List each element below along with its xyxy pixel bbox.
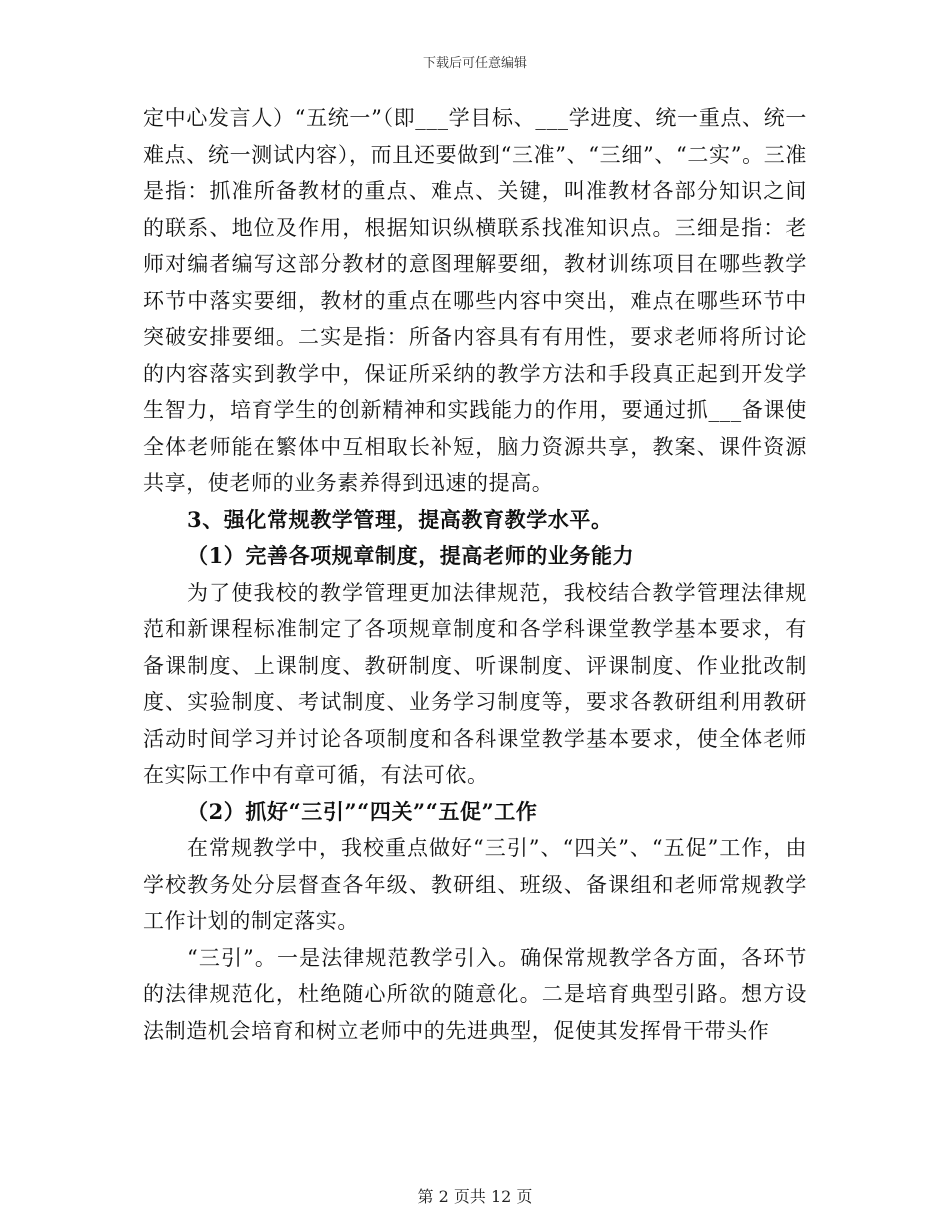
section-heading-3: 3、强化常规教学管理，提高教育教学水平。 (187, 506, 613, 532)
page-footer: 第 2 页共 12 页 (417, 1187, 533, 1206)
subsection-heading-1: （1）完善各项规章制度，提高老师的业务能力 (187, 543, 635, 568)
subsection-heading-2: （2）抓好“三引”“四关”“五促”工作 (187, 798, 538, 824)
paragraph-rules: 为了使我校的教学管理更加法律规范，我校结合教学管理法律规范和新课程标准制定了各项规章制度和各学科课堂教学基本要求，有备课制度、上课制度、教研制度、听课制度、评课制度、作业批改制度、实验制度、考试制度、业务学习制度等，要求各教研组利用教研活动时间学习并讨论各项制度和各科课堂教学基本要求，使全体老师在实际工作中有章可循，有法可依。 (143, 580, 807, 787)
document-body (143, 100, 807, 1049)
paragraph-continued: 定中心发言人）“五统一”（即___学目标、___学进度、统一重点、统一难点、统一测试内容），而且还要做到“三准”、“三细”、“二实”。三准是指：抓准所备教材的重点、难点、关键，叫准教材各部分知识之间的联系、地位及作用，根据知识纵横联系找准知识点。三细是指：老师对编者编写这部分教材的意图理解要细，教材训练项目在哪些教学环节中落实要细，教材的重点在哪些内容中突出，难点在哪些环节中突破安排要细。二实是指：所备内容具有有用性，要求老师将所讨论的内容落实到教学中，保证所采纳的教学方法和手段真正起到开发学生智力，培育学生的创新精神和实践能力的作用，要通过抓___备课使全体老师能在繁体中互相取长补短，脑力资源共享，教案、课件资源共享，使老师的业务素养得到迅速的提高。 (143, 106, 807, 495)
paragraph-routine: 在常规教学中，我校重点做好“三引”、“四关”、“五促”工作，由学校教务处分层督查各年级、教研组、班级、备课组和老师常规教学工作计划的制定落实。 (143, 836, 807, 933)
paragraph-san-yin: “三引”。一是法律规范教学引入。确保常规教学各方面，各环节的法律规范化，杜绝随心所欲的随意化。二是培育典型引路。想方设法制造机会培育和树立老师中的先进典型，促使其发挥骨干带头作 (143, 945, 807, 1043)
page-header: 下载后可任意编辑 (422, 56, 527, 71)
